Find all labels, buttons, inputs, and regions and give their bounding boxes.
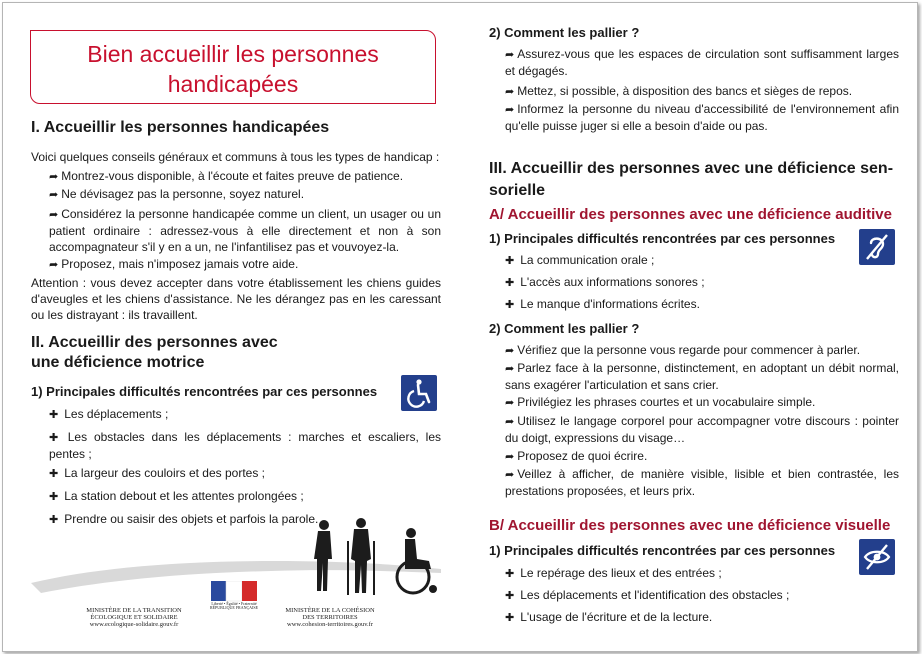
standing-person-icon (314, 520, 332, 591)
arrow-bullet-icon: ➦ (505, 451, 515, 463)
ministry1: MINISTÈRE DE LA TRANSITION ÉCOLOGIQUE ET SOLIDAIRE www.ecologique-solidaire.gouv.fr (86, 607, 182, 628)
list-item: ➦ Proposez de quoi écrire. (505, 449, 648, 463)
plus-bullet-icon: ✚ (49, 468, 59, 480)
plus-bullet-icon: ✚ (49, 432, 62, 444)
plus-bullet-icon: ✚ (505, 568, 515, 580)
list-item: ➦ Informez la personne du niveau d'accessibilité de l'environnement afin qu'elle puisse juger si elle a besoin d'aide ou pas. (505, 102, 899, 133)
arrow-bullet-icon: ➦ (505, 397, 515, 409)
list-item: ➦ Privilégiez les phrases courtes et un vocabulaire simple. (505, 395, 816, 409)
plus-bullet-icon: ✚ (505, 612, 515, 624)
section1-intro: Voici quelques conseils généraux et communs à tous les types de handicap : (31, 150, 440, 164)
plus-bullet-icon: ✚ (505, 590, 515, 602)
arrow-bullet-icon: ➦ (49, 189, 59, 201)
arrow-bullet-icon: ➦ (505, 345, 515, 357)
section3b-sub1: 1) Principales difficultés rencontrées par ces personnes (489, 543, 836, 558)
person-with-crutches-icon (347, 518, 375, 595)
list-item: ➦ Considérez la personne handicapée comme un client, un usager ou un patient ordinaire : adressez-vous à elle directement et non à son accompagnateur s'il y en a un, ne l'infantilisez pas et vouvoyez-la. (49, 207, 441, 254)
section3a-sub1: 1) Principales difficultés rencontrées par ces personnes (489, 231, 836, 246)
list-item: ➦ Parlez face à la personne, distinctement, en adoptant un débit normal, sans exagérer l'articulation et sans crier. (505, 361, 899, 392)
list-item: ✚ Prendre ou saisir des objets et parfois la parole. (49, 512, 319, 526)
republique-label: RÉPUBLIQUE FRANÇAISE (209, 605, 259, 610)
section2-sub2: 2) Comment les pallier ? (489, 25, 640, 40)
plus-bullet-icon: ✚ (49, 491, 59, 503)
section3a-heading: A/ Accueillir des personnes avec une déficience auditive (489, 206, 892, 223)
document-page (2, 2, 918, 652)
arrow-bullet-icon: ➦ (505, 86, 515, 98)
section1-heading: I. Accueillir les personnes handicapées (31, 119, 330, 136)
list-item: ➦ Ne dévisagez pas la personne, soyez naturel. (49, 187, 305, 201)
list-item: ✚ La largeur des couloirs et des portes ; (49, 466, 265, 480)
wheelchair-user-icon (397, 528, 437, 593)
section2-heading: II. Accueillir des personnes avec une déficience motrice (31, 334, 278, 371)
arrow-bullet-icon: ➦ (49, 209, 59, 221)
arrow-bullet-icon: ➦ (505, 49, 515, 61)
list-item: ➦ Veillez à afficher, de manière visible, lisible et bien contrastée, les prestations proposées, et leurs prix. (505, 467, 899, 498)
list-item: ➦ Montrez-vous disponible, à l'écoute et faites preuve de patience. (49, 169, 404, 183)
plus-bullet-icon: ✚ (49, 514, 59, 526)
list-item: ✚ Le repérage des lieux et des entrées ; (505, 566, 722, 580)
section2-sub1: 1) Principales difficultés rencontrées par ces personnes (31, 384, 378, 399)
list-item: ➦ Utilisez le langage corporel pour accompagner votre discours : pointer du doigt, expressions du visage… (505, 414, 899, 445)
arrow-bullet-icon: ➦ (505, 416, 515, 428)
list-item: ✚ L'usage de l'écriture et de la lecture. (505, 610, 713, 624)
plus-bullet-icon: ✚ (505, 299, 515, 311)
list-item: ➦ Assurez-vous que les espaces de circulation sont suffisamment larges et dégagés. (505, 47, 899, 78)
ministry2: MINISTÈRE DE LA COHÉSION DES TERRITOIRES www.cohesion-territoires.gouv.fr (285, 607, 375, 628)
list-item: ✚ La communication orale ; (505, 253, 655, 267)
section3-heading: III. Accueillir des personnes avec une déficience sen- sorielle (489, 160, 894, 199)
list-item: ✚ Les déplacements ; (49, 407, 169, 421)
attention-note: Attention : vous devez accepter dans votre établissement les chiens guides d'aveugles et les chiens d'assistance. Ne les dérangez pas en les caressant ou les distrayant : ils travaillent. (31, 276, 441, 322)
list-item: ✚ L'accès aux informations sonores ; (505, 275, 705, 289)
arrow-bullet-icon: ➦ (505, 469, 515, 481)
section3b-heading: B/ Accueillir des personnes avec une déficience visuelle (489, 517, 891, 534)
section3a-sub2: 2) Comment les pallier ? (489, 321, 640, 336)
plus-bullet-icon: ✚ (505, 277, 515, 289)
plus-bullet-icon: ✚ (49, 409, 59, 421)
arrow-bullet-icon: ➦ (505, 363, 515, 375)
list-item: ➦ Mettez, si possible, à disposition des bancs et sièges de repos. (505, 84, 853, 98)
list-item: ✚ La station debout et les attentes prolongées ; (49, 489, 304, 503)
page-title-line2: handicapées (167, 71, 299, 97)
list-item: ➦ Proposez, mais n'imposez jamais votre aide. (49, 257, 299, 271)
title-box (30, 30, 436, 104)
plus-bullet-icon: ✚ (505, 255, 515, 267)
republique-motto: Liberté • Égalité • Fraternité (211, 601, 257, 606)
list-item: ✚ Le manque d'informations écrites. (505, 297, 700, 311)
list-item: ➦ Vérifiez que la personne vous regarde pour commencer à parler. (505, 343, 861, 357)
page-title-line1: Bien accueillir les personnes (87, 41, 379, 67)
list-item: ✚ Les obstacles dans les déplacements : marches et escaliers, les pentes ; (49, 430, 441, 461)
arrow-bullet-icon: ➦ (49, 171, 59, 183)
arrow-bullet-icon: ➦ (49, 259, 59, 271)
arrow-bullet-icon: ➦ (505, 104, 515, 116)
list-item: ✚ Les déplacements et l'identification des obstacles ; (505, 588, 790, 602)
